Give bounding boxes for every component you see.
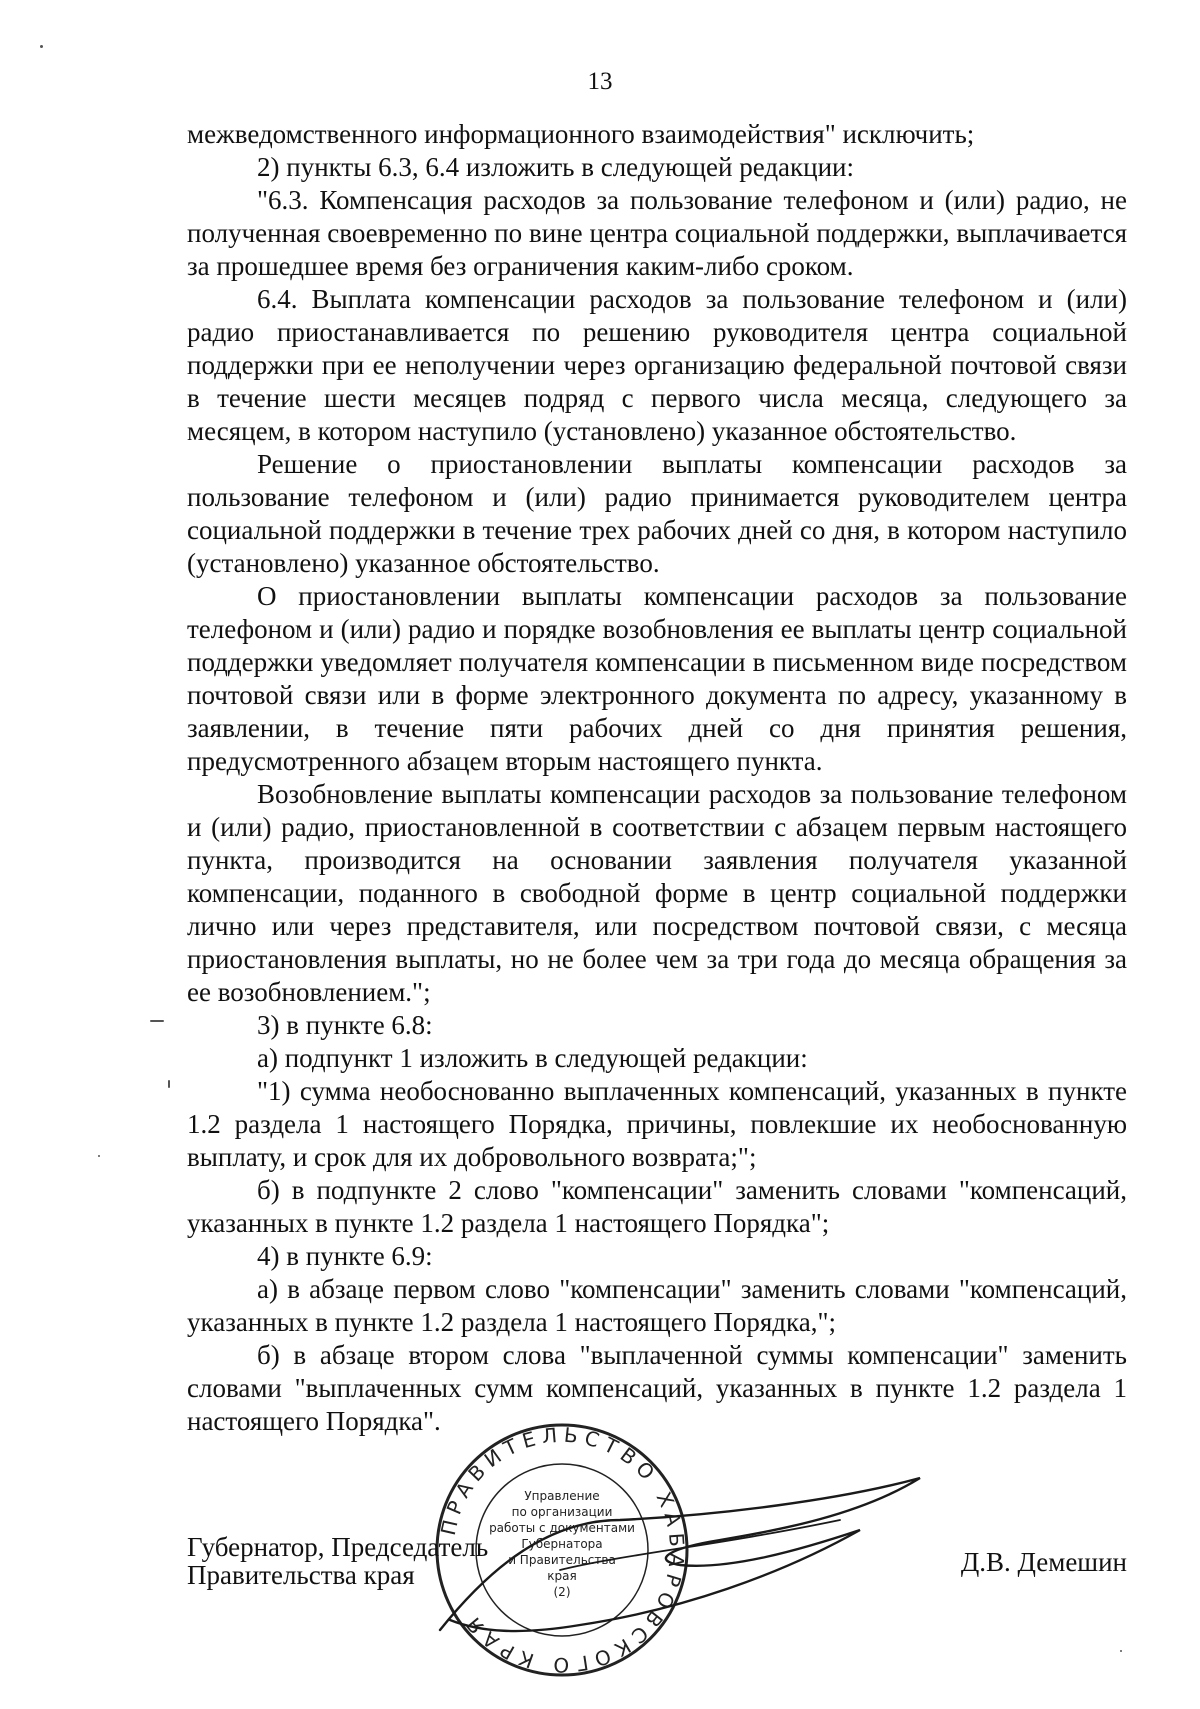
paragraph-6: О приостановлении выплаты компенсации расходов за пользование телефоном и (или) радио и порядке возобновления ее выплаты центр социальной поддержки уведомляет получателя компенсации в письменном виде посредством почтовой связи или в форме электронного документа по адресу, указанному в заявлении, в течение пяти рабочих дней со дня принятия решения, предусмотренного абзацем вторым настоящего пункта. [187,581,1127,776]
paragraph-8: 3) в пункте 6.8: [257,1010,433,1040]
seal-line-3: работы с документами [489,1521,635,1535]
paragraph-13: а) в абзаце первом слово "компенсации" заменить словами "компенсаций, указанных в пункте 1.2 раздела 1 настоящего Порядка,"; [187,1274,1127,1337]
paragraph-1: межведомственного информационного взаимодействия" исключить; [187,119,975,149]
seal-line-4: Губернатора [521,1537,603,1551]
seal-line-1: Управление [524,1489,600,1503]
paragraph-5: Решение о приостановлении выплаты компенсации расходов за пользование телефоном и (или) радио принимается руководителем центра социальной поддержки в течение трех рабочих дней со дня, в котором наступило (установлено) указанное обстоятельство. [187,449,1127,578]
paragraph-11: б) в подпункте 2 слово "компенсации" заменить словами "компенсаций, указанных в пункте 1.2 раздела 1 настоящего Порядка"; [187,1175,1127,1238]
scan-speck [150,1020,164,1022]
scan-speck [1120,1650,1122,1652]
paragraph-7: Возобновление выплаты компенсации расходов за пользование телефоном и (или) радио, приостановленной в соответствии с абзацем первым настоящего пункта, производится на основании заявления получателя указанной компенсации, поданного в свободной форме в центр социальной поддержки лично или через представителя, или посредством почтовой связи, с месяца приостановления выплаты, но не более чем за три года до месяца обращения за ее возобновлением."; [187,779,1127,1007]
scan-speck [98,1155,100,1157]
paragraph-10: "1) сумма необоснованно выплаченных компенсаций, указанных в пункте 1.2 раздела 1 настоящего Порядка, причины, повлекшие их необоснованную выплату, и срок для их добровольного возврата;"; [187,1076,1127,1172]
paragraph-12: 4) в пункте 6.9: [257,1241,433,1271]
seal-line-6: края [547,1569,577,1583]
paragraph-4: 6.4. Выплата компенсации расходов за пользование телефоном и (или) радио приостанавливается по решению руководителя центра социальной поддержки при ее неполучении через организацию федеральной почтовой связи в течение шести месяцев подряд с первого числа месяца, следующего за месяцем, в котором наступило (установлено) указанное обстоятельство. [187,284,1127,446]
signatory-name: Д.В. Демешин [960,1547,1127,1577]
seal-line-2: по организации [511,1505,613,1519]
seal-line-7: (2) [553,1585,571,1599]
signatory-position-line-2: Правительства края [187,1560,415,1590]
paragraph-3: "6.3. Компенсация расходов за пользование телефоном и (или) радио, не полученная своевременно по вине центра социальной поддержки, выплачивается за прошедшее время без ограничения каким-либо сроком. [187,185,1127,281]
seal-line-5: и Правительства [508,1553,616,1567]
document-body [187,118,1127,1438]
signatory-position-line-1: Губернатор, Председатель [187,1532,489,1562]
page-number: 13 [587,68,613,95]
signature-block [0,1420,1200,1700]
scan-speck [168,1080,170,1088]
signatory-position [187,1533,488,1589]
seal-outer-text: ПРАВИТЕЛЬСТВО ХАБАРОВСКОГО КРАЯ [435,1422,690,1678]
handwritten-signature [420,1460,940,1660]
paragraph-9: а) подпункт 1 изложить в следующей редакции: [257,1043,808,1073]
paragraph-14: б) в абзаце втором слова "выплаченной суммы компенсации" заменить словами "выплаченных сумм компенсаций, указанных в пункте 1.2 раздела 1 настоящего Порядка". [187,1340,1127,1436]
paragraph-2: 2) пункты 6.3, 6.4 изложить в следующей редакции: [257,152,855,182]
scan-speck [40,45,43,48]
